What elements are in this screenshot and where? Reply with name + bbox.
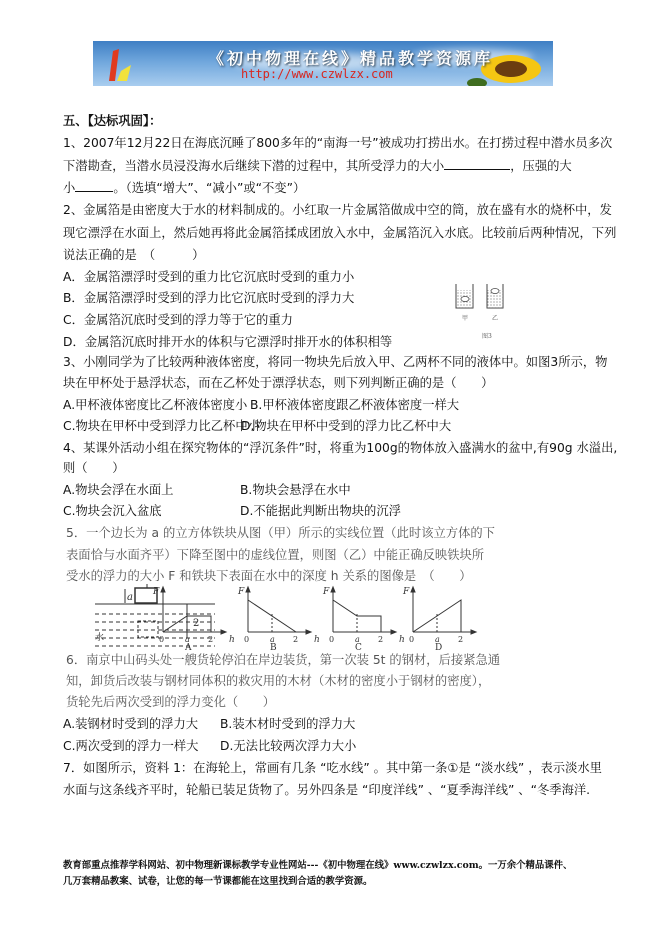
q4-line: 4、某课外活动小组在探究物体的“浮沉条件”时，将重为100g的物体放入盛满水的盆中,有90g 水溢出, xyxy=(63,441,618,455)
q1-text: 下潜勘查，当潜水员浸没海水后继续下潜的过程中，其所受浮力的大小 xyxy=(63,159,445,173)
q6-option-d: D.无法比较两次浮力大小 xyxy=(220,739,357,753)
q6-line: 6．南京中山码头处一艘货轮停泊在岸边装货，第一次装 5t 的钢材，后接紧急通 xyxy=(66,653,501,667)
origin-label: 0 xyxy=(329,635,335,644)
q2-line: 现它漂浮在水面上，然后她再将此金属箔揉成团放入水中，金属箔沉入水底。比较前后两种情况，下列 xyxy=(63,226,617,240)
y-axis-label: F xyxy=(238,587,245,597)
q4-option-a: A.物块会浮在水面上 xyxy=(63,483,174,497)
x-axis-label: h xyxy=(229,635,235,645)
q3-option-a: A.甲杯液体密度比乙杯液体密度小 xyxy=(63,398,248,412)
q1-line xyxy=(63,157,572,174)
figure-3-beakers xyxy=(445,280,505,344)
x-axis-arrow-icon xyxy=(221,630,226,634)
y-axis-label: F xyxy=(153,587,160,597)
side-a-label: a xyxy=(127,592,133,603)
q2-line: 2、金属箔是由密度大于水的材料制成的。小红取一片金属箔做成中空的筒，放在盛有水的烧杯中，发 xyxy=(63,203,612,217)
water-label: 水 xyxy=(95,633,105,643)
force-depth-graph-c xyxy=(322,587,405,650)
q6-option-a: A.装钢材时受到的浮力大 xyxy=(63,717,199,731)
x-axis-arrow-icon xyxy=(471,630,476,634)
site-banner[interactable] xyxy=(93,41,553,86)
q6-line: 货轮先后两次受到的浮力变化（ ） xyxy=(66,695,276,709)
q1-text: ，压强的大 xyxy=(510,159,572,173)
q2-option-a: A．金属箔漂浮时受到的重力比它沉底时受到的重力小 xyxy=(63,270,355,284)
y-axis-arrow-icon xyxy=(331,587,335,592)
tick-a-label: a xyxy=(355,635,360,644)
q4-option-d: D.不能据此判断出物块的沉浮 xyxy=(240,504,401,518)
q5-line: 5．一个边长为 a 的立方体铁块从图（甲）所示的实线位置（此时该立方体的下 xyxy=(66,526,495,540)
answer-blank[interactable] xyxy=(444,157,510,170)
x-axis-arrow-icon xyxy=(306,630,311,634)
q2-option-b: B．金属箔漂浮时受到的浮力比它沉底时受到的浮力大 xyxy=(63,291,355,305)
graph-option-label: B xyxy=(270,643,277,650)
depth-2-label: 2 xyxy=(193,618,200,629)
q7-line: 7．如图所示，资料 1：在海轮上，常画有几条 “吃水线” 。其中第一条①是 “淡水线” ，表示淡水里 xyxy=(63,761,602,775)
q2-option-d: D．金属箔沉底时排开水的体积与它漂浮时排开水的体积相等 xyxy=(63,335,393,349)
x-axis-label: h xyxy=(399,635,405,645)
origin-label: 0 xyxy=(159,635,165,644)
graph-option-label: C xyxy=(355,643,362,650)
graph-option-label: D xyxy=(435,643,443,650)
beaker-label-yi: 乙 xyxy=(492,315,499,322)
q6-line: 知，卸货后改装与钢材同体积的救灾用的木材（木材的密度小于钢材的密度）， xyxy=(66,674,491,688)
q1-text: 。（选填“增大”、“减小”或“不变”） xyxy=(113,181,306,195)
q5-line: 受水的浮力的大小 F 和铁块下表面在水中的深度 h 关系的图像是 （ ） xyxy=(66,569,472,583)
origin-label: 0 xyxy=(409,635,415,644)
q6-option-b: B.装木材时受到的浮力大 xyxy=(220,717,356,731)
x-axis-arrow-icon xyxy=(391,630,396,634)
answer-blank[interactable] xyxy=(75,179,113,192)
force-depth-graph-b xyxy=(237,587,320,650)
force-depth-graph-d xyxy=(402,587,476,650)
q3-option-d: D.物块在甲杯中受到的浮力比乙杯中大 xyxy=(241,419,452,433)
q1-line xyxy=(63,179,305,196)
y-axis-arrow-icon xyxy=(411,587,415,592)
q1-line: 1、2007年12月22日在海底沉睡了800多年的“南海一号”被成功打捞出水。在打捞过程中潜水员多次 xyxy=(63,136,613,150)
y-axis-arrow-icon xyxy=(161,587,165,592)
y-axis-label: F xyxy=(323,587,330,597)
q4-line: 则（ ） xyxy=(63,461,125,475)
y-axis-arrow-icon xyxy=(246,587,250,592)
q1-text: 小 xyxy=(63,181,76,195)
q5-line: 表面恰与水面齐平）下降至图中的虚线位置，则图（乙）中能正确反映铁块所 xyxy=(66,548,485,562)
y-axis-label: F xyxy=(403,587,410,597)
tick-2-label: 2 xyxy=(378,635,384,644)
footer-line: 几万套精品教案、试卷，让您的每一节课都能在这里找到合适的教学资源。 xyxy=(63,876,373,887)
beaker-label-jia: 甲 xyxy=(462,315,469,322)
tick-a-label: a xyxy=(270,635,275,644)
q2-line: 说法正确的是 （ ） xyxy=(63,248,205,262)
banner-url[interactable]: http://www.czwlzx.com xyxy=(241,67,393,81)
logo-icon xyxy=(101,45,141,85)
q2-option-c: C．金属箔沉底时受到的浮力等于它的重力 xyxy=(63,313,293,327)
tick-2-label: 2 xyxy=(208,635,214,644)
q7-line: 水面与这条线齐平时，轮船已装足货物了。另外四条是 “印度洋线” 、“夏季海洋线” 、“冬季海洋. xyxy=(63,783,591,797)
tick-a-label: a xyxy=(185,635,190,644)
q3-line: 3、小刚同学为了比较两种液体密度，将同一物块先后放入甲、乙两杯不同的液体中。如图3所示，物 xyxy=(63,355,608,369)
q3-option-c: C.物块在甲杯中受到浮力比乙杯中小 xyxy=(63,419,260,433)
tick-a-label: a xyxy=(435,635,440,644)
figure-3-caption: 图3 xyxy=(482,333,492,340)
origin-label: 0 xyxy=(244,635,250,644)
graph-option-label: A xyxy=(185,643,192,650)
q6-option-c: C.两次受到的浮力一样大 xyxy=(63,739,199,753)
q5-figure xyxy=(95,584,515,650)
tick-2-label: 2 xyxy=(458,635,464,644)
tick-2-label: 2 xyxy=(293,635,299,644)
section-heading: 五、【达标巩固】： xyxy=(63,114,162,128)
q4-option-c: C.物块会沉入盆底 xyxy=(63,504,162,518)
q4-option-b: B.物块会悬浮在水中 xyxy=(240,483,351,497)
x-axis-label: h xyxy=(314,635,320,645)
q3-option-b: B.甲杯液体密度跟乙杯液体密度一样大 xyxy=(250,398,460,412)
q3-line: 块在甲杯处于悬浮状态，而在乙杯处于漂浮状态，则下列判断正确的是（ ） xyxy=(63,376,494,390)
banner-title: 《初中物理在线》精品教学资源库 xyxy=(208,49,494,68)
footer-line: 教育部重点推荐学科网站、初中物理新课标教学专业性网站---《初中物理在线》www.czwlzx.com。一万余个精品课件、 xyxy=(63,860,573,871)
